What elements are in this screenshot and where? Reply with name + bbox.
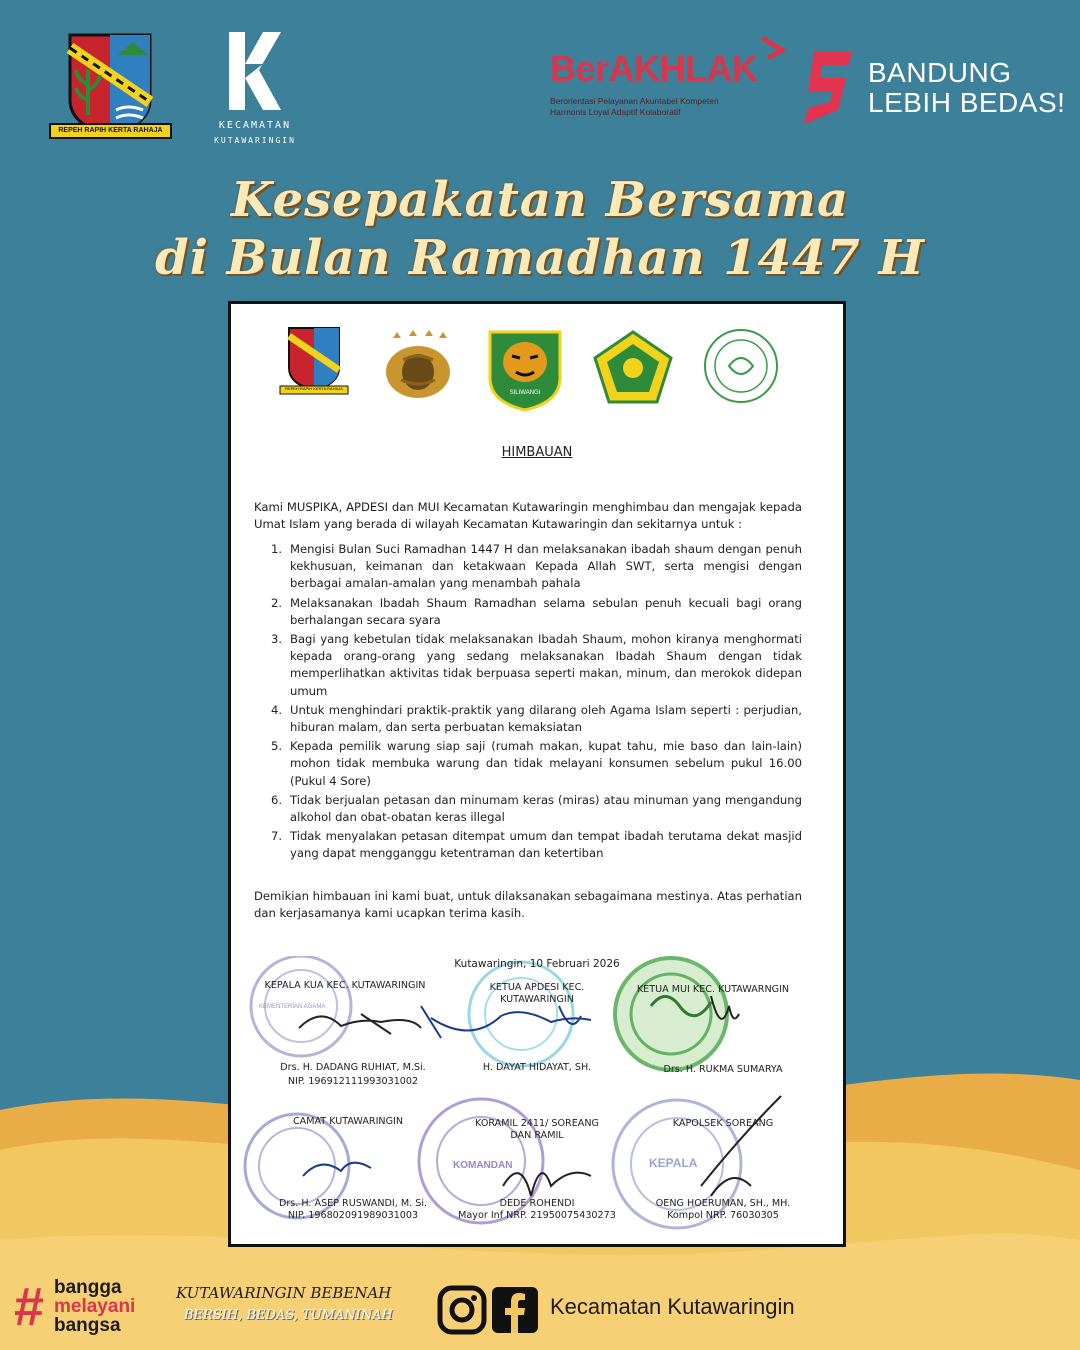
slogan-line-1: KUTAWARINGIN BEBENAH <box>176 1284 392 1302</box>
siliwangi-caption: SILIWANGI <box>509 390 541 396</box>
social-handle[interactable]: Kecamatan Kutawaringin <box>550 1294 795 1319</box>
list-item: 1. Mengisi Bulan Suci Ramadhan 1447 H dan melaksanakan ibadah shaum dengan penuh kekhusuan, keimanan dan ketakwaan Kepada Allah SWT, serta mengisi dengan berbagai amalan-amalan yang menambah pahala <box>271 542 802 591</box>
list-item: 2. Melaksanakan Ibadah Shaum Ramadhan selama sebulan penuh kecuali bagi orang berhalangan secara syara <box>271 595 802 627</box>
slogan-line-2: BERSIH, BEDAS, TUMANINAH <box>184 1308 393 1323</box>
kemenag-emblem-icon <box>593 330 673 404</box>
document-closing: Demikian himbauan ini kami buat, untuk dilaksanakan sebagaimana mestinya. Atas perhatian dan kerjasamanya kami ucapkan terima kasih. <box>254 889 802 921</box>
chevron-icon <box>760 36 786 66</box>
berakhlak-tagline-1: Berorientasi Pelayanan Akuntabel Kompeten <box>550 96 719 106</box>
slogan <box>176 1284 393 1323</box>
hashtag-line-2: melayani <box>54 1296 136 1317</box>
bangga-melayani-bangsa-logo <box>14 1276 164 1340</box>
signatory-role: KEPALA KUA KEC. KUTAWARINGIN <box>264 980 426 991</box>
signatory-name: DEDE ROHENDI <box>499 1198 575 1209</box>
page-title-line-2: di Bulan Ramadhan 1447 H <box>155 230 925 286</box>
signatory-role: KAPOLSEK SOREANG <box>672 1118 774 1129</box>
facebook-icon[interactable] <box>490 1285 540 1335</box>
signatory-role: KETUA MUI KEC. KUTAWARNGIN <box>636 984 790 995</box>
hashtag-line-1: bangga <box>54 1277 122 1298</box>
signatory-id: NIP. 196912111993031002 <box>287 1076 419 1087</box>
stamp-kepala-text: KEPALA <box>649 1156 698 1170</box>
stamp-kemenag-text: KEMENTERIAN AGAMA <box>259 1004 326 1010</box>
signatory-name: Drs. H. DADANG RUHIAT, M.Si. <box>280 1062 426 1073</box>
instagram-icon[interactable] <box>437 1285 487 1335</box>
hashtag-line-3: bangsa <box>54 1315 121 1336</box>
place-date: Kutawaringin, 10 Februari 2026 <box>454 958 620 970</box>
signatory-name: Drs. H. RUKMA SUMARYA <box>663 1064 783 1075</box>
regency-crest-small-caption: REPEH RAPIH KERTA RAHAJA <box>285 386 343 391</box>
signatory-role: CAMAT KUTAWARINGIN <box>292 1116 404 1127</box>
signatory-role: KORAMIL 2411/ SOREANG DAN RAMIL <box>475 1118 599 1141</box>
bandung-line-2: LEBIH BEDAS! <box>868 87 1066 118</box>
signatory-id: Kompol NRP. 76030305 <box>667 1210 779 1221</box>
signatory-name: OENG HOERUMAN, SH., MH. <box>655 1198 791 1209</box>
list-item: 7. Tidak menyalakan petasan ditempat umum dan tempat ibadah terutama dekat masjid yang dapat mengganggu ketentraman dan ketertiban <box>271 829 802 861</box>
list-item: 3. Bagi yang kebetulan tidak melaksanakan Ibadah Shaum, mohon kiranya menghormati kepada orang-orang yang sedang melaksanakan Ibadah Shaum dengan tidak memperlihatkan aktivitas tidak berpuasa seperti makan, minum, dan merokok didepan umum <box>271 632 802 698</box>
signatory-name: Drs. H. ASEP RUSWANDI, M. Si. <box>278 1198 428 1209</box>
signatory-role: KETUA APDESI KEC. KUTAWARINGIN <box>489 982 585 1005</box>
kecamatan-logo <box>205 28 305 153</box>
berakhlak-logo <box>548 36 788 126</box>
list-item: 6. Tidak berjualan petasan dan minumam keras (miras) atau minuman yang mengandung alkohol dan obat-obatan keras illegal <box>271 792 802 825</box>
himbauan-document <box>228 301 846 1247</box>
signatory-id: NIP. 196802091989031003 <box>287 1210 419 1221</box>
signatory-id: Mayor Inf NRP. 21950075430273 <box>458 1210 616 1221</box>
page-title-line-1: Kesepakatan Bersama <box>230 172 850 228</box>
document-intro: Kami MUSPIKA, APDESI dan MUI Kecamatan Kutawaringin menghimbau dan mengajak kepada Umat Islam yang berada di wilayah Kecamatan Kutawaringin dan sekitarnya untuk : <box>254 500 802 532</box>
kecamatan-name: KUTAWARINGIN <box>214 136 296 145</box>
document-heading: HIMBAUAN <box>501 445 573 460</box>
bandung-line-1: BANDUNG <box>868 57 1012 88</box>
list-item: 4. Untuk menghindari praktik-praktik yang dilarang oleh Agama Islam seperti : perjudian, hiburan malam, dan serta perbuatan kemaksiatan <box>271 702 802 735</box>
kecamatan-k-icon <box>205 28 305 113</box>
siliwangi-emblem-icon <box>486 328 564 412</box>
mui-emblem-icon <box>701 326 781 406</box>
berakhlak-tagline-2: Harmonis Loyal Adaptif Kolaboratif <box>550 107 681 117</box>
kecamatan-label: KECAMATAN <box>218 120 292 131</box>
bandung-regency-crest <box>48 30 173 148</box>
berakhlak-title: BerAKHLAK <box>550 48 758 89</box>
police-emblem-icon <box>379 330 457 400</box>
list-item: 5. Kepada pemilik warung siap saji (rumah makan, kupat tahu, mie baso dan lain-lain) mohon tidak membuka warung dan tidak melayani konsumen sebelum pukul 16.00 (Pukul 4 Sore) <box>271 739 802 788</box>
regency-motto: REPEH RAPIH KERTA RAHAJA <box>58 127 163 134</box>
stamp-komandan-text: KOMANDAN <box>453 1160 513 1171</box>
hashtag-icon: # <box>14 1277 45 1337</box>
bedas-mark-icon <box>800 48 858 128</box>
bandung-bedas-logo <box>800 48 1066 128</box>
signatory-name: H. DAYAT HIDAYAT, SH. <box>482 1062 592 1073</box>
himbauan-list <box>254 541 802 865</box>
